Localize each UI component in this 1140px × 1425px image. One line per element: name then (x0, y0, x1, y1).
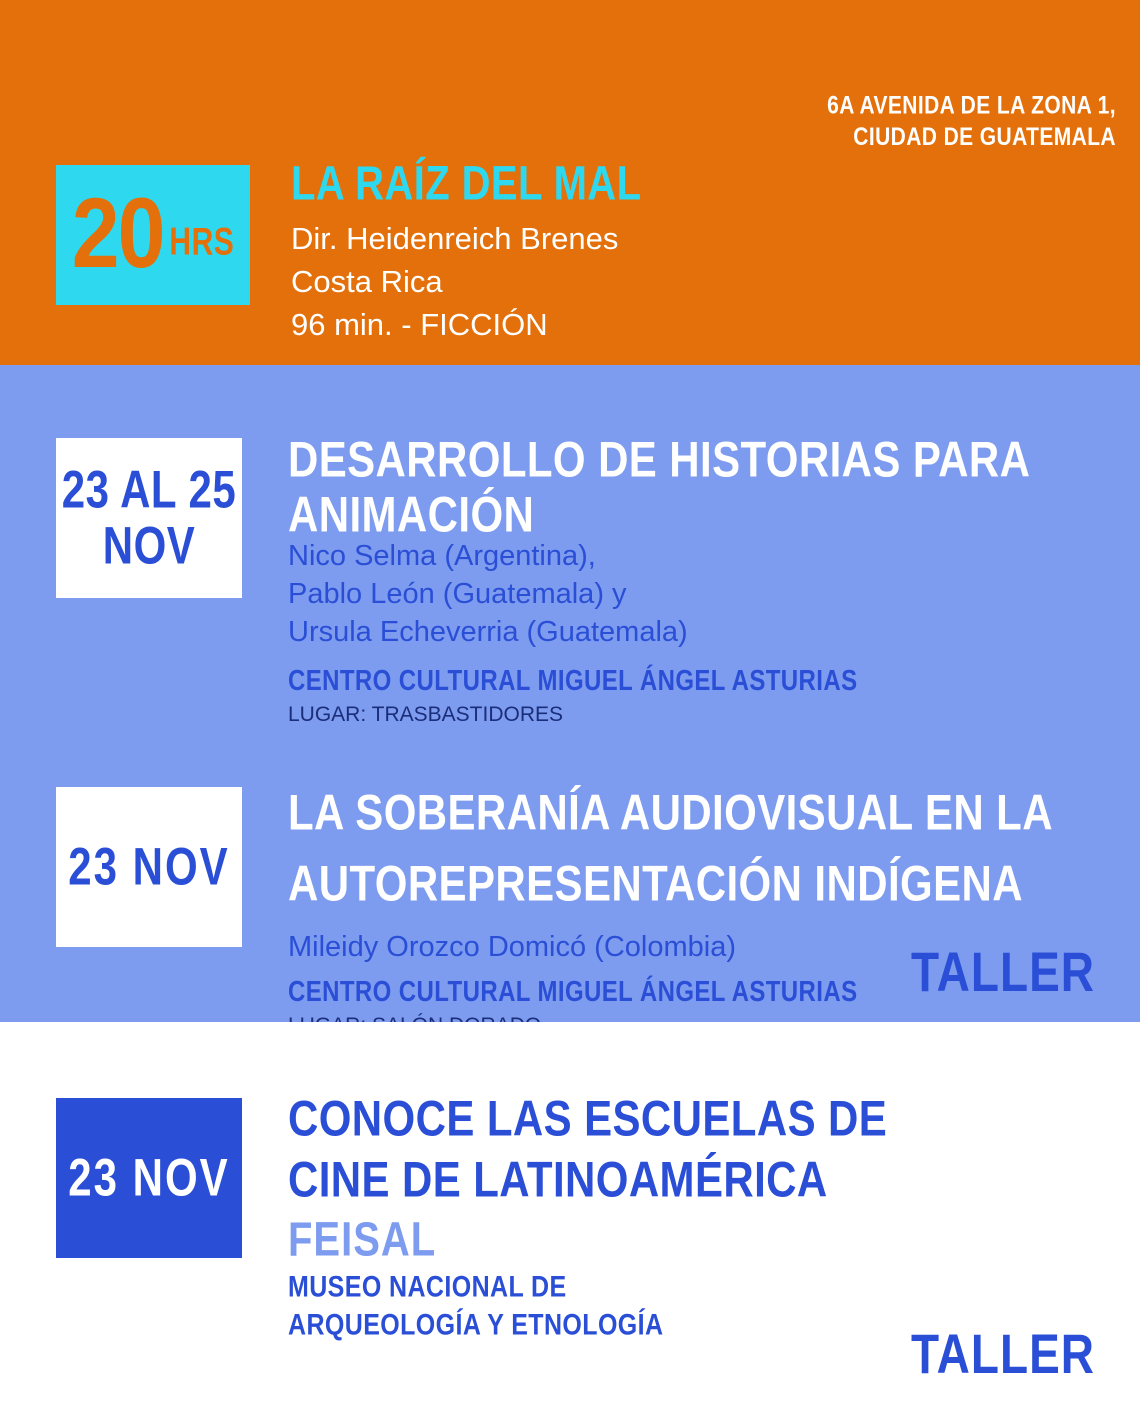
workshop3-date-line1: 23 NOV (68, 1148, 230, 1207)
workshop1-date-chip (56, 438, 242, 598)
venue-address (827, 91, 1116, 154)
workshops-section (0, 365, 1140, 1022)
workshop1-title: DESARROLLO DE HISTORIAS PARA ANIMACIÓN (288, 430, 1029, 543)
film-director: Dir. Heidenreich Brenes (291, 221, 619, 256)
film-time-number: 20 (71, 178, 164, 290)
workshop1-date-line1: 23 AL 25 (61, 460, 237, 519)
workshop2-title-line2: AUTOREPRESENTACIÓN INDÍGENA (288, 854, 1023, 912)
film-country: Costa Rica (291, 263, 443, 299)
workshop2-date-chip (56, 787, 242, 947)
venue-address-line1: 6A AVENIDA DE LA ZONA 1, (827, 91, 1116, 120)
film-time-unit: HRS (169, 220, 235, 264)
workshop1-content (288, 432, 1140, 727)
workshop1-person-2: Pablo León (Guatemala) y (288, 578, 627, 611)
workshop1-person-3: Ursula Echeverria (Guatemala) (288, 615, 688, 648)
workshop3-venue-line2: ARQUEOLOGÍA Y ETNOLOGÍA (288, 1307, 664, 1342)
workshop3-title-line1: CONOCE LAS ESCUELAS DE (288, 1090, 888, 1147)
film-meta (291, 218, 1140, 346)
workshop3-row (0, 1022, 1140, 1342)
workshop2-title-line1: LA SOBERANÍA AUDIOVISUAL EN LA (288, 783, 1053, 841)
film-content (291, 157, 1140, 347)
venue-address-line2: CIUDAD DE GUATEMALA (853, 123, 1116, 152)
workshop3-title-line2: CINE DE LATINOAMÉRICA (288, 1151, 828, 1208)
workshop2-badge: TALLER (910, 940, 1095, 1004)
film-section (0, 0, 1140, 365)
workshop3-content (288, 1090, 1140, 1342)
workshop3-section (0, 1022, 1140, 1425)
workshop2-date-line1: 23 NOV (68, 837, 230, 896)
workshop1-place: LUGAR: TRASBASTIDORES (288, 703, 564, 727)
workshop3-date-chip (56, 1098, 242, 1258)
workshop2-person-1: Mileidy Orozco Domicó (Colombia) (288, 930, 736, 963)
workshop3-venue-line1: MUSEO NACIONAL DE (288, 1270, 567, 1304)
film-duration: 96 min. - FICCIÓN (291, 306, 548, 342)
workshop3-organizer: FEISAL (288, 1213, 437, 1267)
workshop1-people (288, 538, 1140, 651)
workshop1-venue: CENTRO CULTURAL MIGUEL ÁNGEL ASTURIAS (288, 665, 858, 698)
film-row (0, 0, 1140, 347)
workshop1-person-1: Nico Selma (Argentina), (288, 540, 596, 573)
film-title: LA RAÍZ DEL MAL (291, 157, 642, 211)
workshop2-venue: CENTRO CULTURAL MIGUEL ÁNGEL ASTURIAS (288, 976, 858, 1009)
workshop3-badge: TALLER (910, 1322, 1095, 1386)
workshop1-row (0, 365, 1140, 727)
workshop1-date-line2: NOV (102, 516, 196, 575)
film-time-chip (56, 165, 250, 305)
